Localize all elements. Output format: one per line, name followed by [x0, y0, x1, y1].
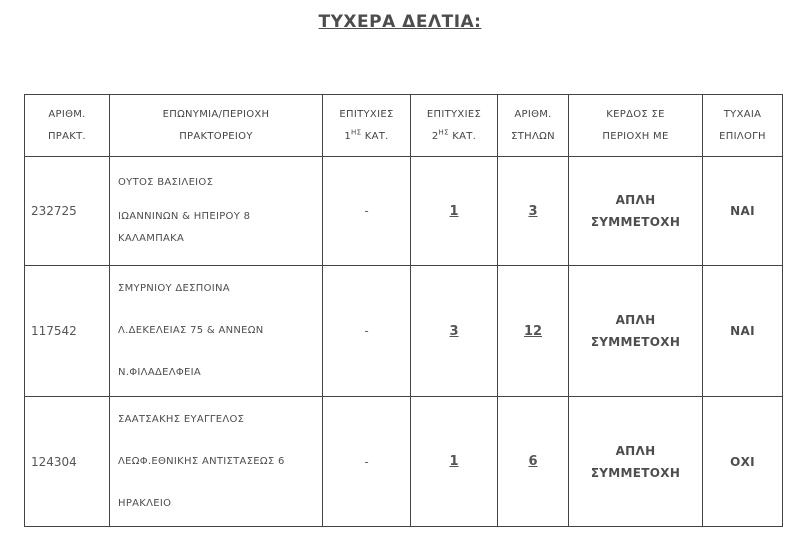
- header-random-pick: ΤΥΧΑΙΑ ΕΠΙΛΟΓΗ: [703, 95, 783, 157]
- table-row: [25, 397, 783, 527]
- columns-count-link[interactable]: 3: [528, 203, 538, 219]
- agency-address: Λ.ΔΕΚΕΛΕΙΑΣ 75 & ΑΝΝΕΩΝ: [118, 325, 264, 336]
- table-row: [25, 157, 783, 266]
- agency-city: Ν.ΦΙΛΑΔΕΛΦΕΙΑ: [118, 367, 202, 378]
- lucky-tickets-table: [24, 94, 783, 527]
- agency-details: [110, 157, 323, 266]
- agency-number: 124304: [25, 397, 110, 527]
- random-pick-value: ΟΧΙ: [730, 454, 755, 469]
- table-header-row: [25, 95, 783, 157]
- random-pick-value: ΝΑΙ: [730, 204, 755, 218]
- columns-count-link[interactable]: 12: [523, 323, 543, 339]
- wins-cat2-link[interactable]: 1: [449, 454, 459, 469]
- win-with-value: ΑΠΛΗ ΣΥΜΜΕΤΟΧΗ: [569, 397, 703, 527]
- wins-cat1-value: -: [323, 266, 411, 397]
- wins-cat2-link[interactable]: 1: [449, 203, 459, 219]
- header-wins-cat1: ΕΠΙΤΥΧΙΕΣ $1^{H\Sigma}$ ΚΑΤ.: [323, 95, 411, 157]
- agency-details: [110, 266, 323, 397]
- header-agency-no: ΑΡΙΘΜ. ΠΡΑΚΤ.: [25, 95, 110, 157]
- win-with-value: ΑΠΛΗ ΣΥΜΜΕΤΟΧΗ: [569, 157, 703, 266]
- header-columns-count: ΑΡΙΘΜ. ΣΤΗΛΩΝ: [498, 95, 569, 157]
- win-with-value: ΑΠΛΗ ΣΥΜΜΕΤΟΧΗ: [569, 266, 703, 397]
- agency-number: 232725: [25, 157, 110, 266]
- wins-cat1-value: -: [323, 397, 411, 527]
- agency-address: ΙΩΑΝΝΙΝΩΝ & ΗΠΕΙΡΟΥ 8: [118, 211, 251, 222]
- agency-city: ΗΡΑΚΛΕΙΟ: [118, 497, 172, 509]
- header-win-with: ΚΕΡΔΟΣ ΣΕ ΠΕΡΙΟΧΗ ΜΕ: [569, 95, 703, 157]
- random-pick-value: ΝΑΙ: [730, 324, 755, 338]
- page-title: ΤΥΧΕΡΑ ΔΕΛΤΙΑ:: [318, 12, 482, 32]
- agency-name: ΣΜΥΡΝΙΟΥ ΔΕΣΠΟΙΝΑ: [118, 283, 230, 294]
- agency-details: [110, 397, 323, 527]
- agency-number: 117542: [25, 266, 110, 397]
- header-wins-cat2: ΕΠΙΤΥΧΙΕΣ $2^{H\Sigma}$ ΚΑΤ.: [411, 95, 498, 157]
- agency-name: ΣΑΑΤΣΑΚΗΣ ΕΥΑΓΓΕΛΟΣ: [118, 413, 245, 425]
- table-row: [25, 266, 783, 397]
- agency-address: ΛΕΩΦ.ΕΘΝΙΚΗΣ ΑΝΤΙΣΤΑΣΕΩΣ 6: [118, 455, 285, 467]
- wins-cat2-link[interactable]: 3: [449, 323, 459, 339]
- wins-cat1-value: -: [323, 157, 411, 266]
- columns-count-link[interactable]: 6: [528, 454, 538, 469]
- header-name-area: ΕΠΩΝΥΜΙΑ/ΠΕΡΙΟΧΗ ΠΡΑΚΤΟΡΕΙΟΥ: [110, 95, 323, 157]
- agency-name: ΟΥΤΟΣ ΒΑΣΙΛΕΙΟΣ: [118, 177, 214, 188]
- agency-city: ΚΑΛΑΜΠΑΚΑ: [118, 233, 185, 244]
